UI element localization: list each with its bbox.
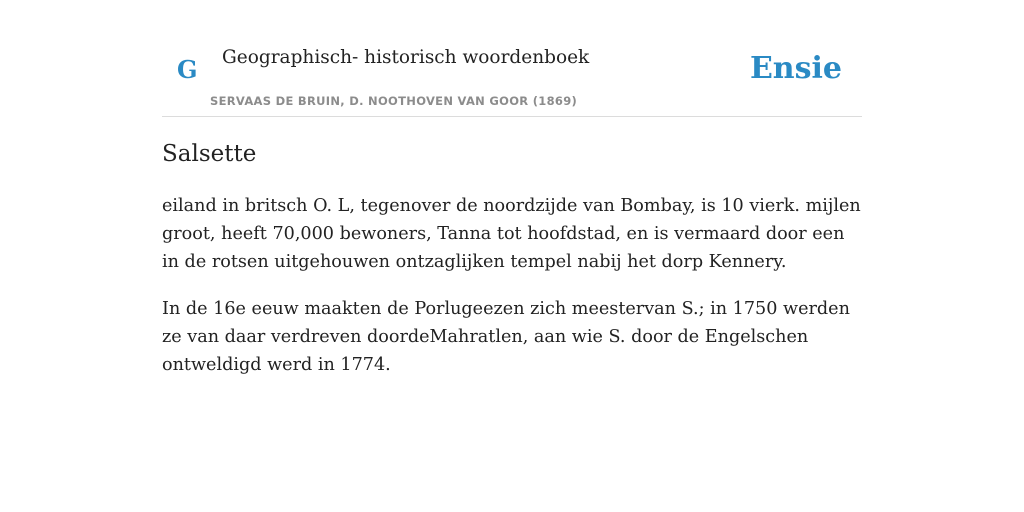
book-title-link[interactable]: Geographisch- historisch woordenboek [222,47,590,68]
book-authors: SERVAAS DE BRUIN, D. NOOTHOVEN VAN GOOR (1869) [210,94,578,108]
ensie-logo-link[interactable]: Ensie [749,51,842,86]
entry-paragraph: In de 16e eeuw maakten de Porlugeezen zich meestervan S.; in 1750 werden ze van daar verdreven doordeMahratlen, aan wie S. door de Engelschen ontweldigd werd in 1774. [162,299,850,375]
entry-paragraph: eiland in britsch O. L, tegenover de noordzijde van Bombay, is 10 vierk. mijlen groot, heeft 70,000 bewoners, Tanna tot hoofdstad, en is vermaard door een in de rotsen uitgehouwen ontzaglijken tempel nabij het dorp Kennery. [162,196,861,272]
book-initial-link[interactable]: G [177,55,198,84]
book-header [162,0,862,117]
entry-article [162,138,862,398]
entry-title: Salsette [162,141,257,167]
